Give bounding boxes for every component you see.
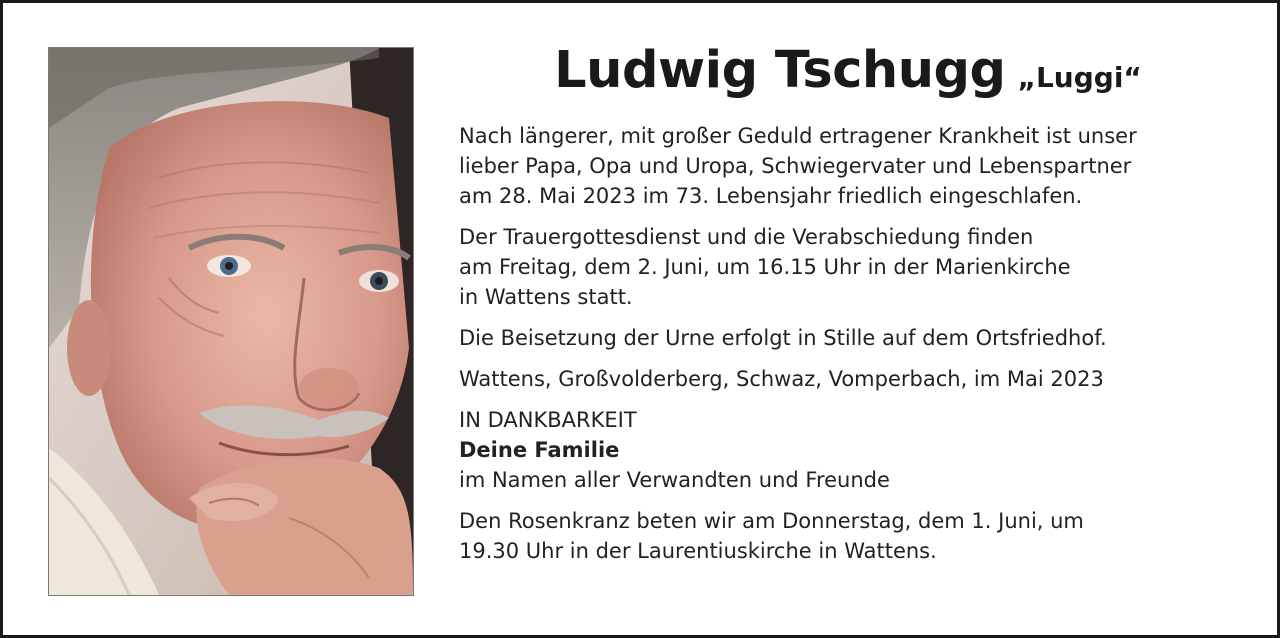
notice-body xyxy=(459,121,1259,577)
deceased-name-heading xyxy=(458,41,1238,100)
deceased-nickname: „Luggi“ xyxy=(1017,61,1142,94)
death-line: lieber Papa, Opa und Uropa, Schwiegervater und Lebenspartner xyxy=(459,154,1132,178)
burial-paragraph xyxy=(459,323,1259,353)
death-paragraph xyxy=(459,121,1259,211)
service-line: Der Trauergottesdienst und die Verabschiedung finden xyxy=(459,225,1034,249)
rosary-line: Den Rosenkranz beten wir am Donnerstag, dem 1. Juni, um xyxy=(459,509,1084,533)
service-paragraph xyxy=(459,222,1259,312)
family-line: Deine Familie xyxy=(459,438,620,462)
portrait-photo xyxy=(48,47,414,596)
rosary-line: 19.30 Uhr in der Laurentiuskirche in Wattens. xyxy=(459,539,937,563)
places-date-paragraph xyxy=(459,364,1259,394)
service-line: am Freitag, dem 2. Juni, um 16.15 Uhr in der Marienkirche xyxy=(459,255,1071,279)
death-line: am 28. Mai 2023 im 73. Lebensjahr friedlich eingeschlafen. xyxy=(459,184,1083,208)
signature-block xyxy=(459,405,1259,495)
deceased-name: Ludwig Tschugg xyxy=(554,41,1006,100)
rosary-paragraph xyxy=(459,506,1259,566)
death-line: Nach längerer, mit großer Geduld ertragener Krankheit ist unser xyxy=(459,124,1137,148)
service-line: in Wattens statt. xyxy=(459,285,633,309)
relatives-line: im Namen aller Verwandten und Freunde xyxy=(459,468,890,492)
gratitude-line: IN DANKBARKEIT xyxy=(459,408,637,432)
places-date-line: Wattens, Großvolderberg, Schwaz, Vomperbach, im Mai 2023 xyxy=(459,367,1104,391)
burial-line: Die Beisetzung der Urne erfolgt in Stille auf dem Ortsfriedhof. xyxy=(459,326,1107,350)
